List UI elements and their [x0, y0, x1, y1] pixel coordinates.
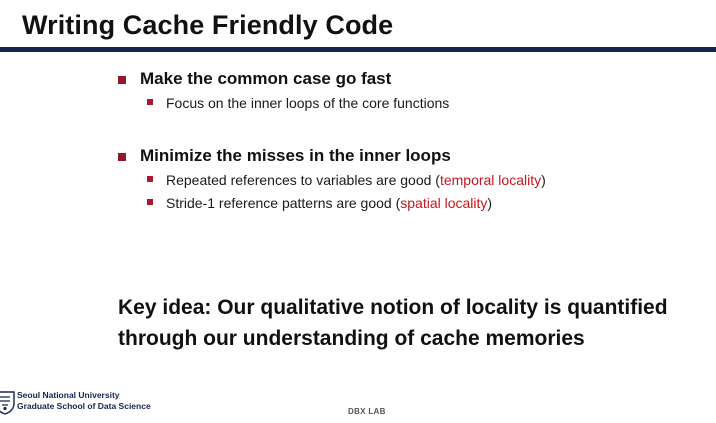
- sub-bullet-square-icon: [147, 176, 153, 182]
- title-divider: [0, 47, 716, 52]
- key-idea-line-2: through our understanding of cache memories: [118, 327, 585, 350]
- sub-bullet-square-icon: [147, 99, 153, 105]
- bullet-text: Minimize the misses in the inner loops: [140, 146, 451, 165]
- slide-title: Writing Cache Friendly Code: [22, 10, 394, 40]
- bullet-group-1: [118, 68, 449, 113]
- bullet-square-icon: [118, 76, 126, 84]
- bullet-item: [118, 68, 449, 90]
- sub-bullet-text: Stride-1 reference patterns are good (: [166, 195, 401, 211]
- university-seal-icon: [0, 389, 18, 415]
- sub-bullet-item: [118, 170, 546, 190]
- lab-name: DBX LAB: [348, 407, 386, 416]
- university-logo: [0, 387, 180, 423]
- sub-bullet-square-icon: [147, 199, 153, 205]
- sub-bullet-item: [118, 193, 546, 213]
- school-name: Graduate School of Data Science: [17, 401, 151, 411]
- bullet-group-2: [118, 145, 546, 213]
- sub-bullet-text-end: ): [541, 172, 546, 188]
- sub-bullet-text: Repeated references to variables are good (: [166, 172, 440, 188]
- university-name: Seoul National University: [17, 390, 120, 400]
- sub-bullet-item: [118, 93, 449, 113]
- bullet-text: Make the common case go fast: [140, 69, 392, 88]
- key-idea: [118, 292, 668, 354]
- bullet-item: [118, 145, 546, 167]
- key-idea-line-1: Key idea: Our qualitative notion of locality is quantified: [118, 296, 668, 319]
- highlight-term: temporal locality: [439, 172, 542, 188]
- sub-bullet-text: Focus on the inner loops of the core functions: [166, 95, 450, 111]
- sub-bullet-text-end: ): [487, 195, 493, 211]
- highlight-term: spatial locality: [400, 195, 488, 211]
- bullet-square-icon: [118, 153, 126, 161]
